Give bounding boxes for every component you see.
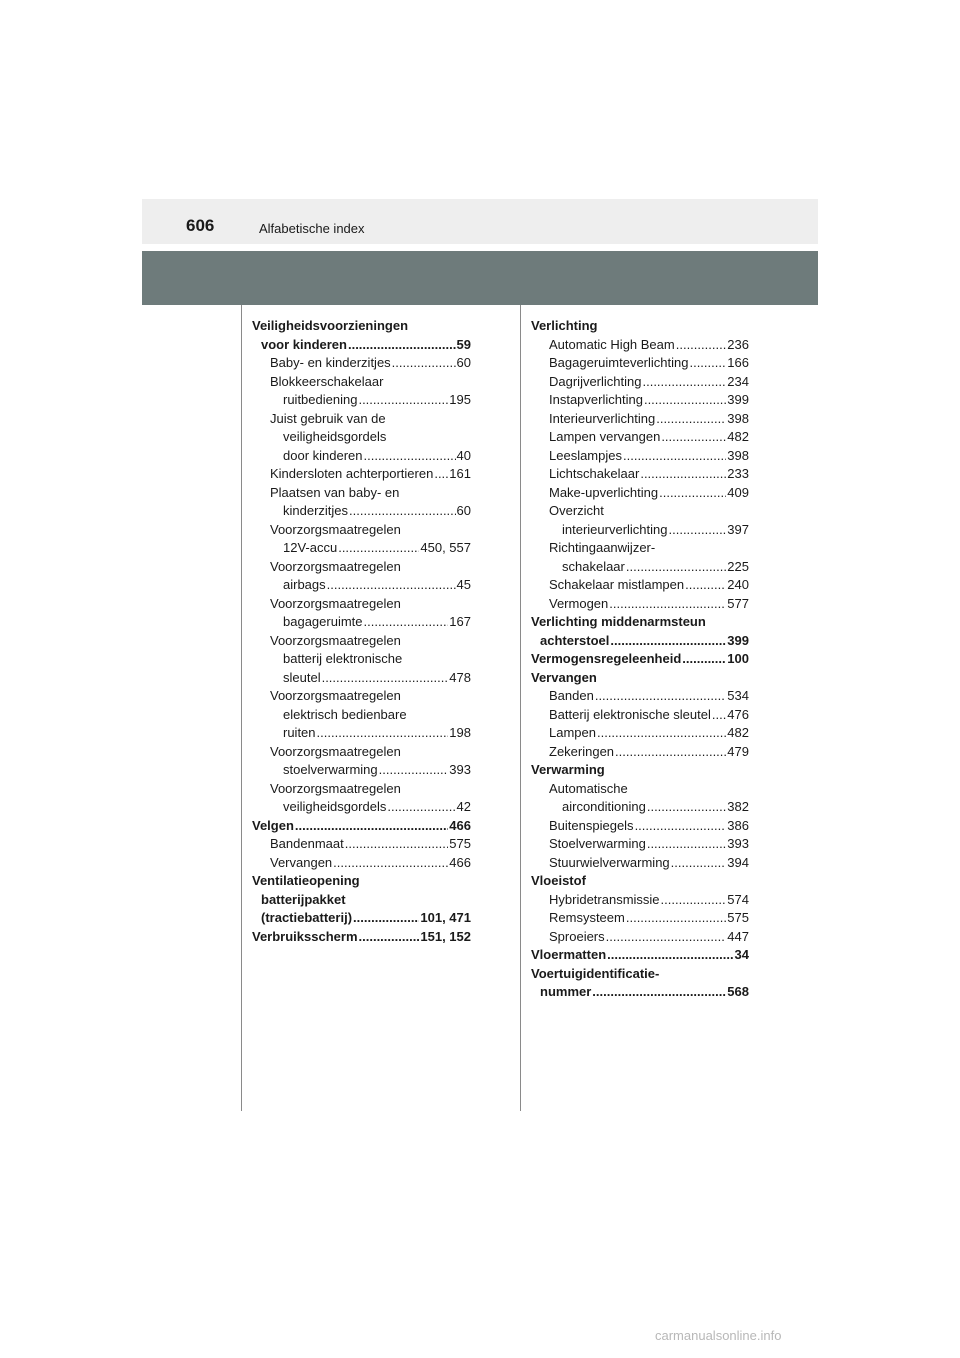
index-entry (252, 595, 471, 614)
index-entry-text: Juist gebruik van de (270, 410, 386, 426)
index-entry-text: Vervangen (531, 669, 597, 685)
dot-leader (364, 613, 449, 632)
index-entry-text: Verwarming (531, 762, 605, 777)
dot-leader (661, 428, 726, 447)
index-entry-page: 34 (734, 947, 749, 962)
dot-leader (682, 650, 726, 669)
index-entry-text: Overzicht (549, 503, 604, 518)
index-entry-text: Make-upverlichting (549, 484, 659, 500)
index-entry (531, 798, 749, 817)
index-entry (531, 447, 749, 466)
index-entry-text: achterstoel (540, 632, 610, 648)
index-entry-text: Lampen vervangen (549, 429, 661, 444)
index-entry-text: Verlichting (531, 318, 598, 333)
page-number: 606 (186, 216, 215, 235)
index-entry-page: 399 (727, 632, 749, 648)
index-entry-text: Plaatsen van baby- en (270, 484, 400, 500)
index-entry-text: Voorzorgsmaatregelen (270, 521, 401, 537)
dot-leader (642, 373, 726, 392)
index-entry (252, 484, 471, 503)
index-entry (531, 854, 749, 873)
index-entry-page: 577 (727, 595, 749, 611)
index-entry-page: 568 (727, 984, 749, 999)
index-entry (252, 817, 471, 836)
index-entry-page: 233 (727, 466, 749, 481)
index-entry (252, 502, 471, 521)
index-entry (531, 576, 749, 595)
index-entry-page: 236 (727, 336, 749, 352)
index-entry (531, 539, 749, 558)
dot-leader (295, 817, 448, 836)
index-entry-text: (tractiebatterij) (261, 910, 353, 925)
index-entry-text: Lampen (549, 725, 596, 740)
index-entry-text: Voorzorgsmaatregelen (270, 595, 401, 611)
index-entry-text: Blokkeerschakelaar (270, 373, 384, 389)
index-entry-text: Leeslampjes (549, 447, 622, 463)
index-entry-page: 399 (727, 392, 749, 407)
index-entry-text: bagageruimte (283, 614, 363, 629)
index-entry (252, 613, 471, 632)
index-entry (252, 465, 471, 484)
index-entry-page: 534 (727, 688, 749, 703)
header-band (142, 251, 818, 305)
index-entry-text: Interieurverlichting (549, 410, 656, 426)
index-entry-text: Vermogensregeleenheid (531, 651, 682, 666)
dot-leader (647, 798, 726, 817)
index-entry (531, 687, 749, 706)
index-entry (531, 502, 749, 521)
index-entry-page: 394 (727, 854, 749, 870)
index-entry-text: Richtingaanwijzer- (549, 540, 656, 555)
index-entry (252, 835, 471, 854)
index-entry (252, 428, 471, 447)
index-entry-page: 59 (456, 336, 471, 352)
index-entry-text: sleutel (283, 669, 321, 685)
dot-leader (379, 761, 449, 780)
dot-leader (647, 835, 726, 854)
dot-leader (392, 354, 456, 373)
dot-leader (597, 724, 726, 743)
index-entry-page: 398 (727, 410, 749, 426)
index-entry (252, 780, 471, 799)
index-entry-text: airbags (283, 577, 326, 592)
index-entry (531, 835, 749, 854)
index-entry (252, 632, 471, 651)
index-entry-text: Vervangen (270, 854, 333, 870)
index-entry (531, 928, 749, 947)
dot-leader (656, 410, 726, 429)
index-entry-text: Kindersloten achterportieren (270, 466, 434, 481)
dot-leader (349, 502, 456, 521)
index-entry (252, 447, 471, 466)
index-entry (531, 817, 749, 836)
index-entry (252, 336, 471, 355)
index-entry-text: Hybridetransmissie (549, 891, 660, 907)
index-entry-text: Lichtschakelaar (549, 466, 640, 481)
dot-leader (615, 743, 726, 762)
index-entry (531, 743, 749, 762)
index-entry (531, 909, 749, 928)
index-entry (252, 317, 471, 336)
index-entry-text: veiligheidsgordels (283, 799, 387, 814)
index-entry (252, 354, 471, 373)
index-entry-page: 198 (449, 725, 471, 740)
index-entry (531, 428, 749, 447)
index-entry (252, 872, 471, 891)
dot-leader (610, 632, 726, 651)
index-entry (252, 761, 471, 780)
index-entry-page: 100 (727, 651, 749, 666)
index-entry-text: batterij elektronische (283, 651, 403, 666)
dot-leader (358, 391, 448, 410)
index-entry-text: Instapverlichting (549, 392, 643, 407)
dot-leader (387, 798, 455, 817)
index-entry (531, 613, 749, 632)
index-entry-page: 45 (456, 577, 471, 592)
dot-leader (626, 558, 726, 577)
index-entry-text: Voorzorgsmaatregelen (270, 743, 401, 759)
dot-leader (327, 576, 456, 595)
dot-leader (359, 928, 420, 947)
index-entry-page: 397 (727, 521, 749, 537)
index-entry-text: Stuurwielverwarming (549, 854, 670, 870)
index-entry-text: Verbruiksscherm (252, 928, 358, 944)
index-entry (531, 465, 749, 484)
index-entry (252, 687, 471, 706)
index-entry (531, 965, 749, 984)
dot-leader (609, 595, 726, 614)
dot-leader (626, 909, 726, 928)
index-entry (531, 872, 749, 891)
index-entry-page: 482 (727, 725, 749, 740)
dot-leader (345, 835, 449, 854)
index-entry (531, 761, 749, 780)
index-entry (252, 928, 471, 947)
index-entry-text: Voorzorgsmaatregelen (270, 780, 401, 796)
index-entry-text: Bagageruimteverlichting (549, 355, 689, 370)
dot-leader (676, 336, 727, 355)
index-entry-page: 479 (727, 743, 749, 759)
index-entry-text: Remsysteem (549, 910, 625, 925)
index-entry-page: 166 (727, 355, 749, 370)
index-entry-text: Sproeiers (549, 928, 605, 944)
index-entry (531, 373, 749, 392)
index-entry-page: 167 (449, 614, 471, 629)
index-entry (531, 706, 749, 725)
index-entry-page: 60 (456, 355, 471, 370)
index-entry (531, 317, 749, 336)
header-top-bar (142, 199, 818, 244)
index-entry-page: 101, 471 (420, 910, 471, 925)
index-entry-page: 60 (456, 503, 471, 518)
index-entry-page: 450, 557 (420, 540, 471, 555)
index-entry (252, 521, 471, 540)
dot-leader (671, 854, 727, 873)
index-entry (531, 410, 749, 429)
index-entry (252, 706, 471, 725)
index-entry (531, 354, 749, 373)
index-entry (252, 724, 471, 743)
index-entry-text: Voorzorgsmaatregelen (270, 558, 401, 574)
dot-leader (333, 854, 448, 873)
index-entry-text: Verlichting middenarmsteun (531, 614, 706, 629)
index-entry-text: Voorzorgsmaatregelen (270, 632, 401, 648)
index-entry-page: 393 (727, 836, 749, 851)
index-entry-page: 386 (727, 817, 749, 833)
index-entry-text: elektrisch bedienbare (283, 706, 407, 722)
index-entry-page: 398 (727, 447, 749, 463)
index-entry-text: Stoelverwarming (549, 836, 646, 851)
index-entry-page: 42 (456, 799, 471, 814)
index-entry-page: 482 (727, 429, 749, 444)
index-entry-text: Automatische (549, 780, 628, 796)
index-entry (531, 669, 749, 688)
index-entry (252, 373, 471, 392)
index-entry (531, 632, 749, 651)
index-entry-text: Baby- en kinderzitjes (270, 355, 391, 370)
index-entry-text: Zekeringen (549, 743, 615, 759)
index-entry (531, 484, 749, 503)
index-entry-page: 40 (456, 447, 471, 463)
index-entry-page: 382 (727, 799, 749, 814)
index-entry-text: veiligheidsgordels (283, 429, 387, 444)
index-entry (531, 558, 749, 577)
index-entry (252, 743, 471, 762)
dot-leader (338, 539, 419, 558)
index-column-left (252, 317, 471, 946)
index-entry-text: Batterij elektronische sleutel (549, 706, 711, 722)
index-entry-text: Vermogen (549, 595, 609, 611)
index-entry (531, 595, 749, 614)
index-entry-text: Buitenspiegels (549, 817, 634, 833)
index-entry-page: 393 (449, 762, 471, 777)
index-entry (531, 650, 749, 669)
index-entry (531, 336, 749, 355)
index-entry (252, 410, 471, 429)
index-entry-page: 195 (449, 392, 471, 407)
index-entry (252, 650, 471, 669)
column-divider-left (241, 305, 242, 1111)
index-entry-text: Vloermatten (531, 947, 607, 962)
index-entry-page: 409 (727, 484, 749, 500)
dot-leader (607, 946, 733, 965)
index-entry-text: Vloeistof (531, 873, 586, 888)
index-entry-text: Veiligheidsvoorzieningen (252, 318, 409, 333)
dot-leader (592, 983, 726, 1002)
dot-leader (317, 724, 449, 743)
dot-leader (635, 817, 727, 836)
index-entry (252, 576, 471, 595)
section-title: Alfabetische index (259, 221, 365, 236)
index-entry-page: 575 (449, 836, 471, 851)
index-entry-page: 161 (449, 466, 471, 481)
dot-leader (364, 447, 456, 466)
index-entry (531, 946, 749, 965)
index-entry-text: stoelverwarming (283, 762, 378, 777)
dot-leader (669, 521, 727, 540)
index-entry-text: airconditioning (562, 799, 646, 814)
index-entry-page: 478 (449, 669, 471, 685)
dot-leader (348, 336, 456, 355)
index-entry (531, 391, 749, 410)
index-entry-page: 575 (727, 910, 749, 925)
dot-leader (640, 465, 726, 484)
index-entry-text: kinderzitjes (283, 503, 349, 518)
index-entry-page: 574 (727, 891, 749, 907)
index-entry (252, 909, 471, 928)
index-entry-text: voor kinderen (261, 336, 347, 352)
index-entry-page: 234 (727, 373, 749, 389)
index-entry-text: door kinderen (283, 447, 363, 463)
dot-leader (434, 465, 448, 484)
index-entry (252, 798, 471, 817)
index-entry-text: 12V-accu (283, 540, 338, 555)
dot-leader (353, 909, 419, 928)
index-entry (531, 983, 749, 1002)
index-entry-page: 225 (727, 558, 749, 574)
dot-leader (661, 891, 727, 910)
index-entry-text: Dagrijverlichting (549, 373, 642, 389)
dot-leader (644, 391, 726, 410)
index-entry-text: Schakelaar mistlampen (549, 577, 685, 592)
column-divider-middle (520, 305, 521, 1111)
index-entry-text: Automatic High Beam (549, 336, 675, 352)
index-entry-page: 476 (727, 706, 749, 722)
index-entry-page: 447 (727, 928, 749, 944)
index-entry (531, 724, 749, 743)
index-entry (252, 669, 471, 688)
index-entry-text: Voertuigidentificatie- (531, 965, 660, 981)
index-entry-text: schakelaar (562, 558, 625, 574)
index-entry-text: batterijpakket (261, 891, 346, 907)
dot-leader (689, 354, 726, 373)
index-entry-text: ruiten (283, 725, 316, 740)
index-entry-text: Bandenmaat (270, 836, 344, 851)
index-entry-page: 240 (727, 577, 749, 592)
index-entry (252, 891, 471, 910)
dot-leader (623, 447, 726, 466)
dot-leader (595, 687, 726, 706)
index-entry (531, 780, 749, 799)
dot-leader (606, 928, 727, 947)
index-entry-text: Banden (549, 688, 594, 703)
index-entry-page: 466 (449, 817, 471, 833)
index-entry (531, 521, 749, 540)
index-entry-page: 466 (449, 854, 471, 870)
index-entry (252, 539, 471, 558)
watermark: carmanualsonline.info (655, 1328, 782, 1343)
index-entry-text: nummer (540, 984, 592, 999)
dot-leader (712, 706, 726, 725)
index-entry-text: interieurverlichting (562, 521, 668, 537)
index-entry-text: Velgen (252, 817, 294, 833)
index-entry (252, 558, 471, 577)
index-column-right (531, 317, 749, 1002)
index-entry-text: Voorzorgsmaatregelen (270, 688, 401, 703)
dot-leader (659, 484, 726, 503)
index-entry (531, 891, 749, 910)
dot-leader (685, 576, 726, 595)
index-entry-page: 151, 152 (420, 928, 471, 944)
index-entry-text: Ventilatieopening (252, 873, 360, 888)
index-entry (252, 854, 471, 873)
index-entry-text: ruitbediening (283, 392, 358, 407)
index-entry (252, 391, 471, 410)
dot-leader (322, 669, 449, 688)
